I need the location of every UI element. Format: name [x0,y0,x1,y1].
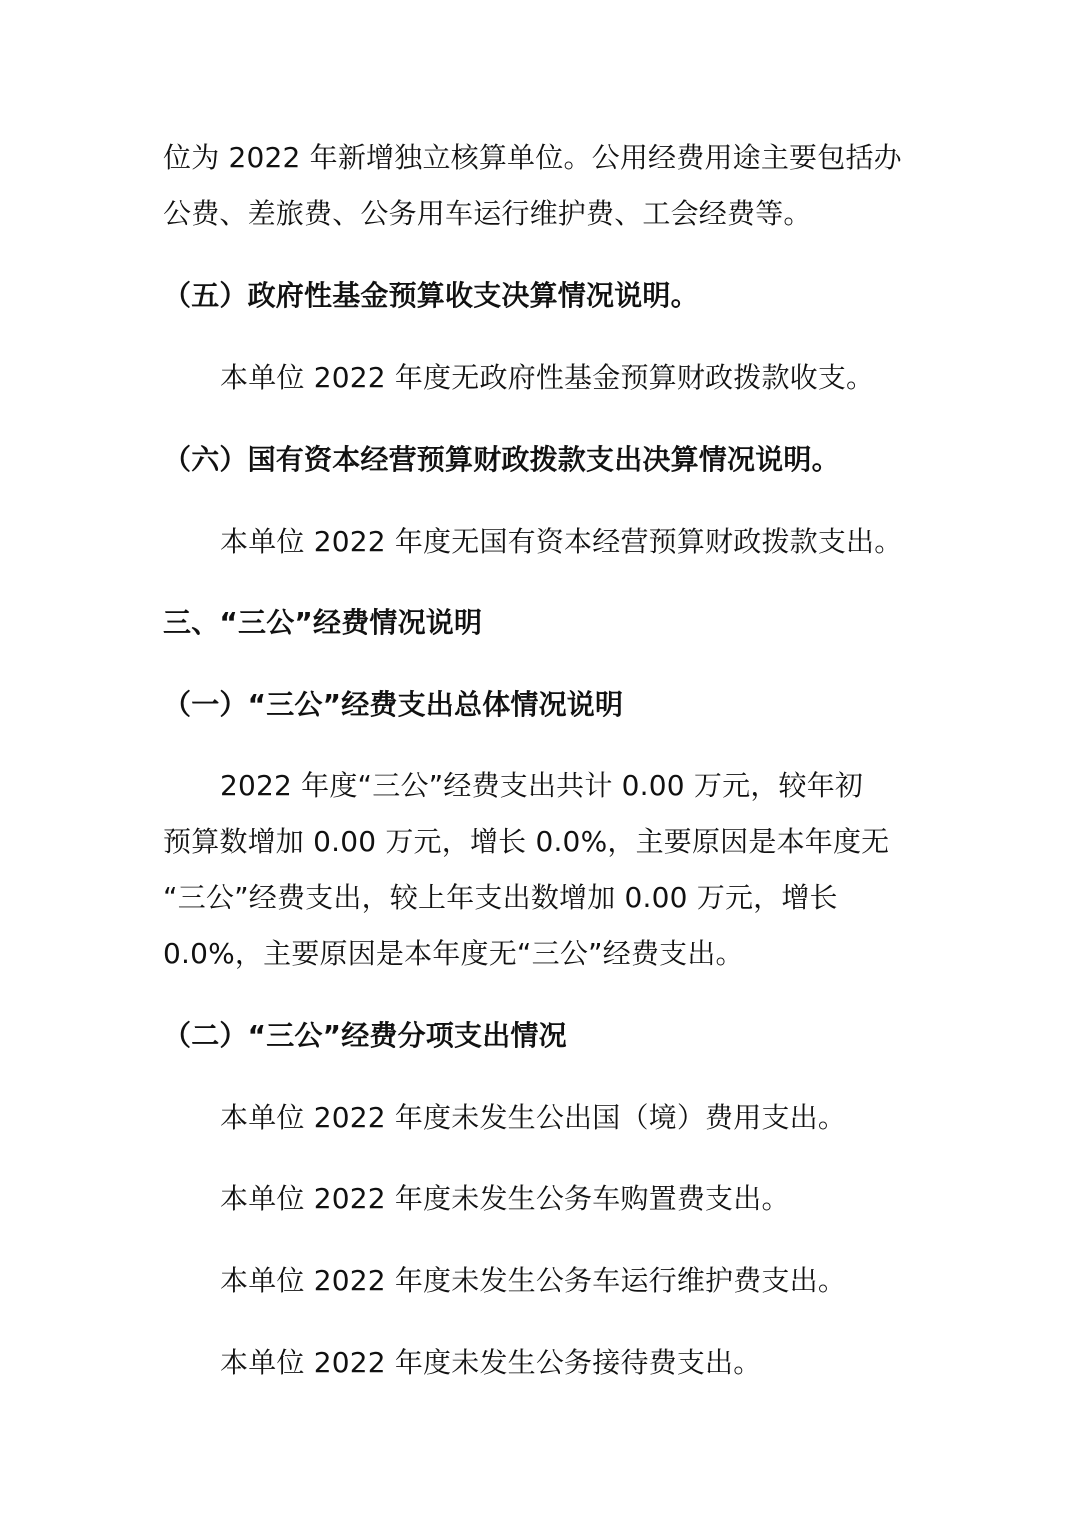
paragraph-line-11: 本单位 2022 年度未发生公务车运行维护费支出。 [220,1264,847,1297]
paragraph-line-2: 公费、差旅费、公务用车运行维护费、工会经费等。 [163,197,812,230]
paragraph-line-5: 2022 年度“三公”经费支出共计 0.00 万元，较年初 [220,769,864,802]
chapter-heading-3: 三、“三公”经费情况说明 [163,606,483,639]
paragraph-line-8: 0.0%，主要原因是本年度无“三公”经费支出。 [163,937,744,970]
paragraph-line-4: 本单位 2022 年度无国有资本经营预算财政拨款支出。 [220,525,903,558]
paragraph-line-12: 本单位 2022 年度未发生公务接待费支出。 [220,1346,762,1379]
subheading-2: （二）“三公”经费分项支出情况 [163,1019,567,1052]
paragraph-line-6: 预算数增加 0.00 万元，增长 0.0%，主要原因是本年度无 [163,825,890,858]
paragraph-line-9: 本单位 2022 年度未发生公出国（境）费用支出。 [220,1101,847,1134]
paragraph-line-10: 本单位 2022 年度未发生公务车购置费支出。 [220,1182,790,1215]
section-heading-6: （六）国有资本经营预算财政拨款支出决算情况说明。 [163,443,840,476]
paragraph-line-7: “三公”经费支出，较上年支出数增加 0.00 万元，增长 [163,881,838,914]
subheading-1: （一）“三公”经费支出总体情况说明 [163,688,624,721]
paragraph-line-1: 位为 2022 年新增独立核算单位。公用经费用途主要包括办 [163,141,902,174]
section-heading-5: （五）政府性基金预算收支决算情况说明。 [163,279,699,312]
paragraph-line-3: 本单位 2022 年度无政府性基金预算财政拨款收支。 [220,361,875,394]
